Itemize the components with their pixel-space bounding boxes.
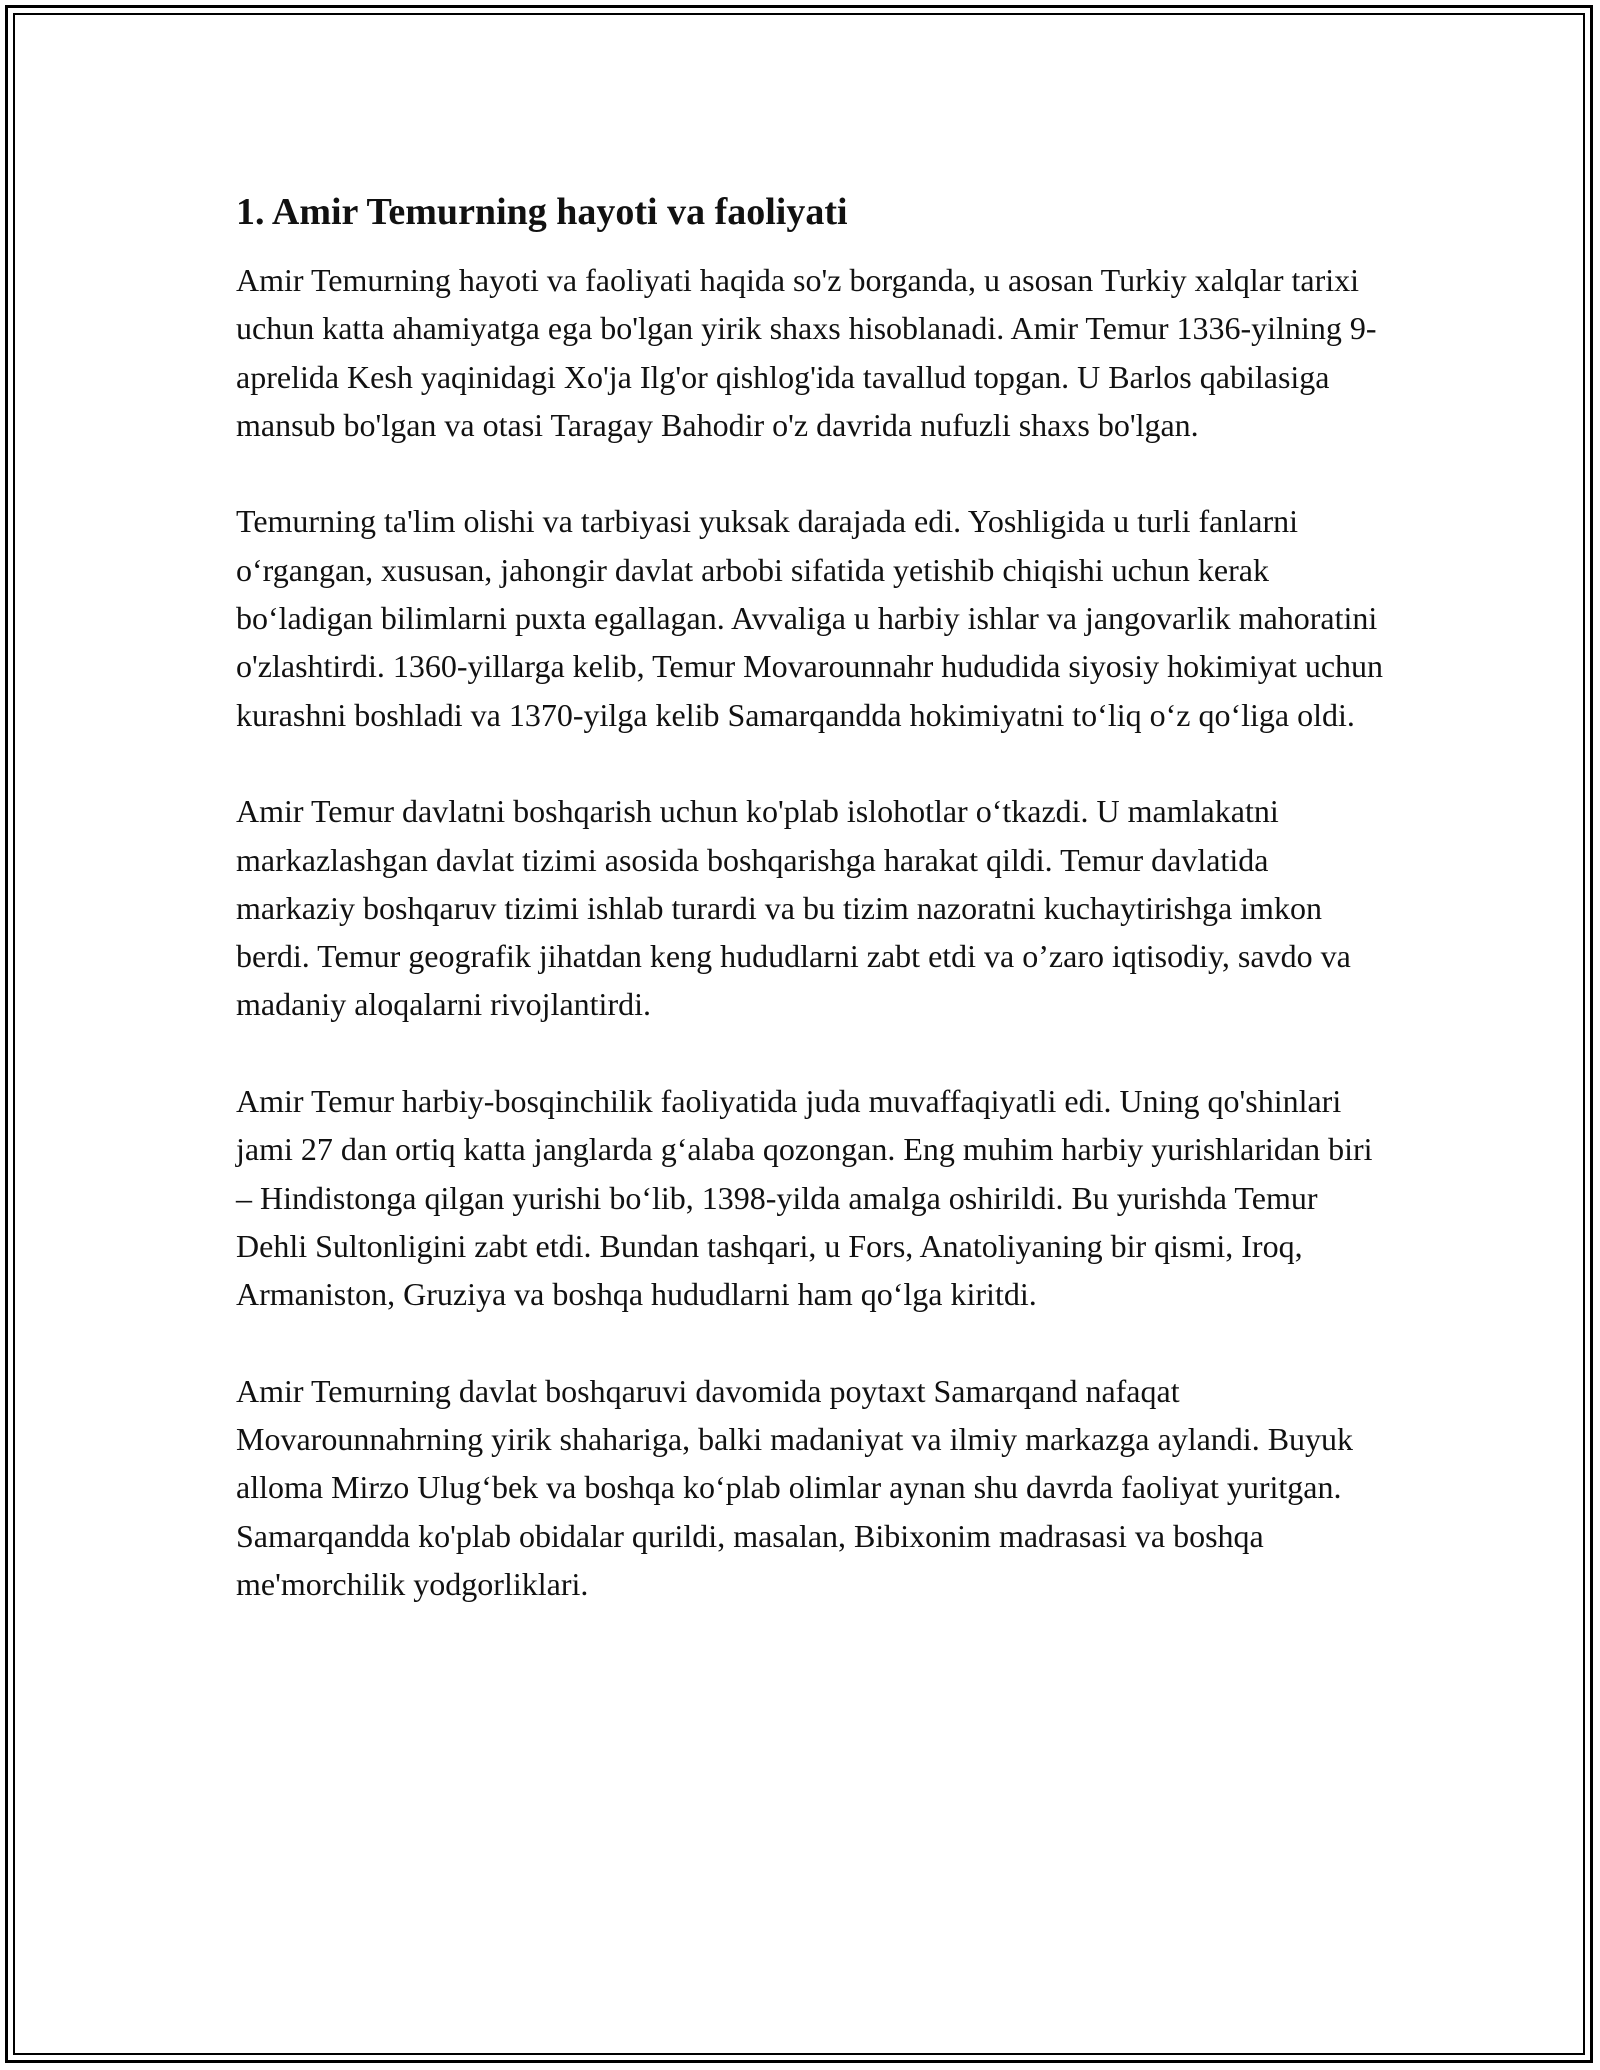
paragraph-5: Amir Temurning davlat boshqaruvi davomida poytaxt Samarqand nafaqat Movarounnahrning yirik shahariga, balki madaniyat va ilmiy markazga aylandi. Buyuk alloma Mirzo Ulug‘bek va boshqa ko‘plab olimlar aynan shu davrda faoliyat yuritgan. Samarqandda ko'plab obidalar qurildi, masalan, Bibixonim madrasasi va boshqa me'morchilik yodgorliklari. xyxy=(236,1372,1354,1603)
paragraph-3: Amir Temur davlatni boshqarish uchun ko'plab islohotlar o‘tkazdi. U mamlakatni markazlashgan davlat tizimi asosida boshqarishga harakat qildi. Temur davlatida markaziy boshqaruv tizimi ishlab turardi va bu tizim nazoratni kuchaytirishga imkon berdi. Temur geografik jihatdan keng hududlarni zabt etdi va o’zaro iqtisodiy, savdo va madaniy aloqalarni rivojlantirdi. xyxy=(236,793,1351,1023)
paragraph-2: Temurning ta'lim olishi va tarbiyasi yuksak darajada edi. Yoshligida u turli fanlarni o‘rgangan, xususan, jahongir davlat arbobi sifatida yetishib chiqishi uchun kerak bo‘ladigan bilimlarni puxta egallagan. Avvaliga u harbiy ishlar va jangovarlik mahoratini o'zlashtirdi. 1360-yillarga kelib, Temur Movarounnahr hududida siyosiy hokimiyat uchun kurashni boshladi va 1370-yilga kelib Samarqandda hokimiyatni to‘liq o‘z qo‘liga oldi. xyxy=(236,503,1384,733)
paragraph-1: Amir Temurning hayoti va faoliyati haqida so'z borganda, u asosan Turkiy xalqlar tarixi uchun katta ahamiyatga ega bo'lgan yirik shaxs hisoblanadi. Amir Temur 1336-yilning 9-aprelida Kesh yaqinidagi Xo'ja Ilg'or qishlog'ida tavallud topgan. U Barlos qabilasiga mansub bo'lgan va otasi Taragay Bahodir o'z davrida nufuzli shaxs bo'lgan. xyxy=(236,262,1377,443)
document-body xyxy=(236,186,1386,1657)
paragraph-4: Amir Temur harbiy-bosqinchilik faoliyatida juda muvaffaqiyatli edi. Uning qo'shinlari jami 27 dan ortiq katta janglarda g‘alaba qozongan. Eng muhim harbiy yurishlaridan biri – Hindistonga qilgan yurishi bo‘lib, 1398-yilda amalga oshirildi. Bu yurishda Temur Dehli Sultonligini zabt etdi. Bundan tashqari, u Fors, Anatoliyaning bir qismi, Iroq, Armaniston, Gruziya va boshqa hududlarni ham qo‘lga kiritdi. xyxy=(236,1083,1373,1313)
section-heading: 1. Amir Temurning hayoti va faoliyati xyxy=(236,191,848,233)
